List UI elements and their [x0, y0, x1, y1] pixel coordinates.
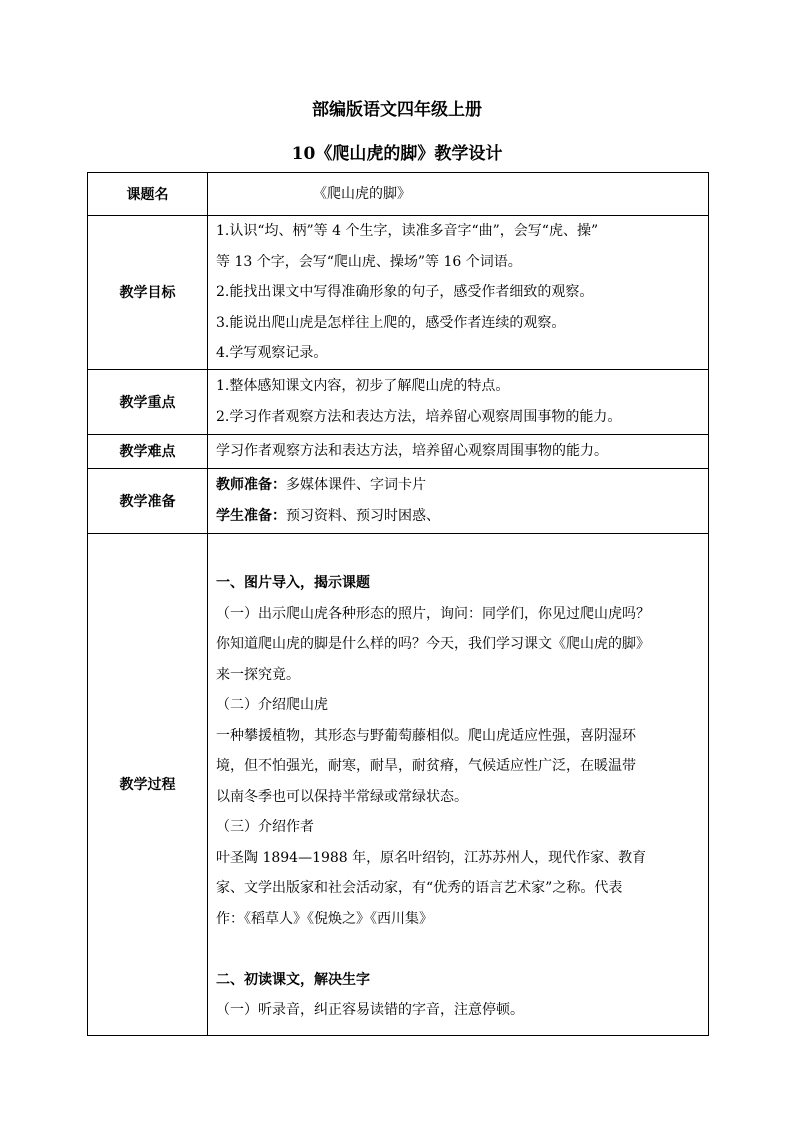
process-line: （三）介绍作者: [216, 819, 314, 836]
table-row-difficulty: [88, 434, 709, 468]
process-section-title: 一、图片导入，揭示课题: [216, 575, 370, 592]
table-row-topic: [88, 173, 709, 216]
goals-content: [208, 216, 709, 370]
document-subtitle: 10《爬山虎的脚》教学设计: [291, 144, 503, 164]
process-line: 家、文学出版家和社会活动家，有“优秀的语言艺术家”之称。代表: [216, 880, 623, 897]
goal-line: 3.能说出爬山虎是怎样往上爬的，感受作者连续的观察。: [216, 314, 566, 331]
process-section-title: 二、初读课文，解决生字: [216, 971, 370, 988]
document-title: 部编版语文四年级上册: [312, 100, 482, 120]
table-row-goals: [88, 216, 709, 370]
student-prep-value: 预习资料、预习时困惑、: [286, 507, 440, 524]
process-line: （二）介绍爬山虎: [216, 697, 328, 714]
process-line: 境，但不怕强光，耐寒，耐旱，耐贫瘠，气候适应性广泛，在暖温带: [216, 758, 636, 775]
table-row-preparation: [88, 468, 709, 533]
topic-value: 《爬山虎的脚》: [208, 173, 709, 216]
goal-line: 4.学写观察记录。: [216, 345, 328, 361]
key-points-label: 教学重点: [88, 369, 208, 434]
topic-label: 课题名: [88, 173, 208, 216]
preparation-label: 教学准备: [88, 468, 208, 533]
student-prep-label: 学生准备：: [216, 507, 286, 524]
process-line: 叶圣陶 1894—1988 年，原名叶绍钧，江苏苏州人，现代作家、教育: [216, 849, 647, 866]
difficulty-line: 学习作者观察方法和表达方法，培养留心观察周围事物的能力。: [216, 442, 608, 459]
goal-line: 等 13 个字，会写“爬山虎、操场”等 16 个词语。: [216, 253, 522, 270]
preparation-content: [208, 468, 709, 533]
teacher-prep-line: [216, 470, 702, 501]
lesson-plan-table: [87, 172, 709, 1036]
process-line: 一种攀援植物，其形态与野葡萄藤相似。爬山虎适应性强，喜阴湿环: [216, 727, 636, 744]
teacher-prep-value: 多媒体课件、字词卡片: [286, 477, 426, 493]
process-label: 教学过程: [88, 533, 208, 1035]
key-point-line: 2.学习作者观察方法和表达方法，培养留心观察周围事物的能力。: [216, 408, 622, 425]
process-line: 来一探究竟。: [216, 666, 300, 683]
process-line: （一）出示爬山虎各种形态的照片，询问：同学们，你见过爬山虎吗？: [216, 605, 650, 622]
goal-line: 1.认识“均、柄”等 4 个生字，读准多音字“曲”，会写“虎、操”: [216, 223, 599, 239]
table-row-process: [88, 533, 709, 1035]
difficulty-content: [208, 434, 709, 468]
difficulty-label: 教学难点: [88, 434, 208, 468]
table-row-key-points: [88, 369, 709, 434]
process-line: 你知道爬山虎的脚是什么样的吗？今天，我们学习课文《爬山虎的脚》: [216, 636, 650, 653]
process-content: [208, 533, 709, 1035]
blank-spacer: [216, 934, 702, 965]
process-line: 作：《稻草人》《倪焕之》《西川集》: [216, 910, 433, 927]
key-points-content: [208, 369, 709, 434]
key-point-line: 1.整体感知课文内容，初步了解爬山虎的特点。: [216, 378, 510, 394]
process-line: 以南冬季也可以保持半常绿或常绿状态。: [216, 788, 468, 805]
goals-label: 教学目标: [88, 216, 208, 370]
goal-line: 2.能找出课文中写得准确形象的句子，感受作者细致的观察。: [216, 284, 594, 300]
teacher-prep-label: 教师准备：: [216, 477, 286, 493]
process-line: （一）听录音，纠正容易读错的字音，注意停顿。: [216, 1002, 524, 1019]
student-prep-line: [216, 501, 702, 532]
